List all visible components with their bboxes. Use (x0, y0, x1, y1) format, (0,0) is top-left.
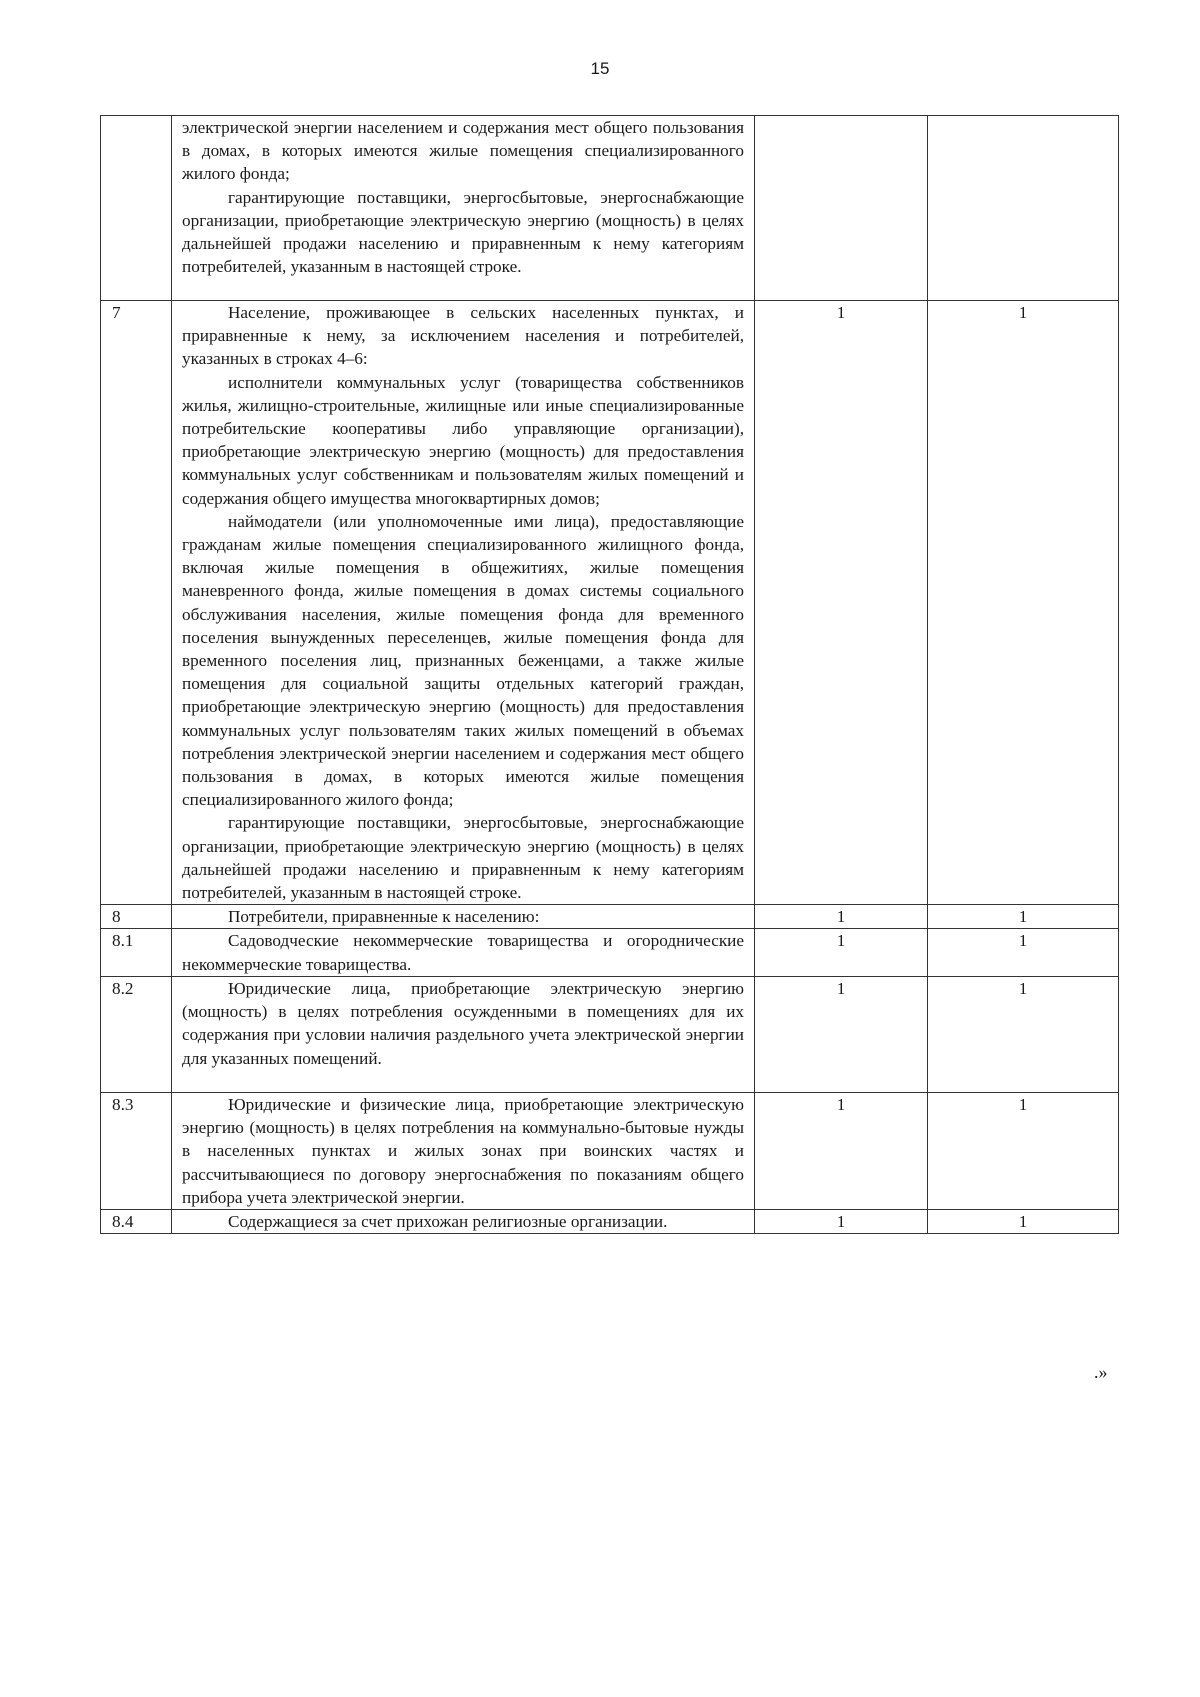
row-description (172, 905, 755, 929)
row-value-col4 (928, 116, 1119, 301)
row-value-col3: 1 (755, 301, 928, 905)
row-value-col3 (755, 116, 928, 301)
row-description (172, 1209, 755, 1233)
row-value-col3: 1 (755, 929, 928, 976)
row-description (172, 929, 755, 976)
paragraph: электрической энергии населением и содержания мест общего пользования в домах, в которых имеются жилые помещения специализированного жилого фонда; (182, 118, 744, 184)
paragraph: исполнители коммунальных услуг (товарищества собственников жилья, жилищно-строительные, жилищные или иные специализированные потребительские кооперативы либо управляющие организации), приобретающие электрическую энергию (мощность) для предоставления коммунальных услуг собственникам и пользователям жилых помещений и содержания общего имущества многоквартирных домов; (182, 372, 744, 508)
table-row (101, 1209, 1119, 1233)
table-row (101, 905, 1119, 929)
row-value-col3: 1 (755, 1092, 928, 1209)
row-number: 8.2 (101, 976, 172, 1092)
table-row (101, 116, 1119, 301)
paragraph: Юридические лица, приобретающие электрическую энергию (мощность) в целях потребления осужденными в помещениях для их содержания при условии наличия раздельного учета электрической энергии для указанных помещений. (182, 978, 744, 1068)
row-description (172, 976, 755, 1092)
table-row (101, 1092, 1119, 1209)
row-value-col4: 1 (928, 301, 1119, 905)
row-value-col4: 1 (928, 905, 1119, 929)
row-number (101, 116, 172, 301)
paragraph: наймодатели (или уполномоченные ими лица), предоставляющие гражданам жилые помещения специализированного жилищного фонда, включая жилые помещения в общежитиях, жилые помещения маневренного фонда, жилые помещения в домах системы социального обслуживания населения, жилые помещения фонда для временного поселения вынужденных переселенцев, жилые помещения фонда для временного поселения лиц, признанных беженцами, а также жилые помещения для социальной защиты отдельных категорий граждан, приобретающие электрическую энергию (мощность) для предоставления коммунальных услуг пользователям таких жилых помещений в объемах потребления электрической энергии населением и содержания мест общего пользования в домах, в которых имеются жилые помещения специализированного жилого фонда; (182, 511, 744, 810)
row-value-col4: 1 (928, 929, 1119, 976)
row-description (172, 116, 755, 301)
row-value-col3: 1 (755, 976, 928, 1092)
row-number: 8 (101, 905, 172, 929)
table-row (101, 976, 1119, 1092)
row-description (172, 301, 755, 905)
page-number: 15 (590, 59, 610, 78)
paragraph: Садоводческие некоммерческие товарищества и огороднические некоммерческие товарищества. (182, 931, 744, 974)
row-number: 8.1 (101, 929, 172, 976)
paragraph: Юридические и физические лица, приобретающие электрическую энергию (мощность) в целях потребления на коммунально-бытовые нужды в населенных пунктах и жилых зонах при воинских частях и рассчитывающиеся по договору энергоснабжения по показаниям общего прибора учета электрической энергии. (182, 1094, 744, 1207)
paragraph: гарантирующие поставщики, энергосбытовые, энергоснабжающие организации, приобретающие электрическую энергию (мощность) в целях дальнейшей продажи населению и приравненным к нему категориям потребителей, указанным в настоящей строке. (182, 187, 744, 277)
table-row (101, 929, 1119, 976)
table-row (101, 301, 1119, 905)
row-value-col3: 1 (755, 905, 928, 929)
row-number: 7 (101, 301, 172, 905)
row-value-col3: 1 (755, 1209, 928, 1233)
paragraph: Население, проживающее в сельских населенных пунктах, и приравненные к нему, за исключением населения и потребителей, указанных в строках 4–6: (182, 303, 744, 369)
row-description (172, 1092, 755, 1209)
paragraph: Содержащиеся за счет прихожан религиозные организации. (228, 1211, 668, 1231)
row-value-col4: 1 (928, 1209, 1119, 1233)
paragraph: Потребители, приравненные к населению: (228, 907, 540, 927)
row-number: 8.4 (101, 1209, 172, 1233)
row-value-col4: 1 (928, 1092, 1119, 1209)
row-number: 8.3 (101, 1092, 172, 1209)
paragraph: гарантирующие поставщики, энергосбытовые, энергоснабжающие организации, приобретающие электрическую энергию (мощность) в целях дальнейшей продажи населению и приравненным к нему категориям потребителей, указанным в настоящей строке. (182, 813, 744, 903)
row-value-col4: 1 (928, 976, 1119, 1092)
closing-quote-mark: .» (1094, 1362, 1108, 1382)
tariff-table (100, 115, 1119, 1234)
